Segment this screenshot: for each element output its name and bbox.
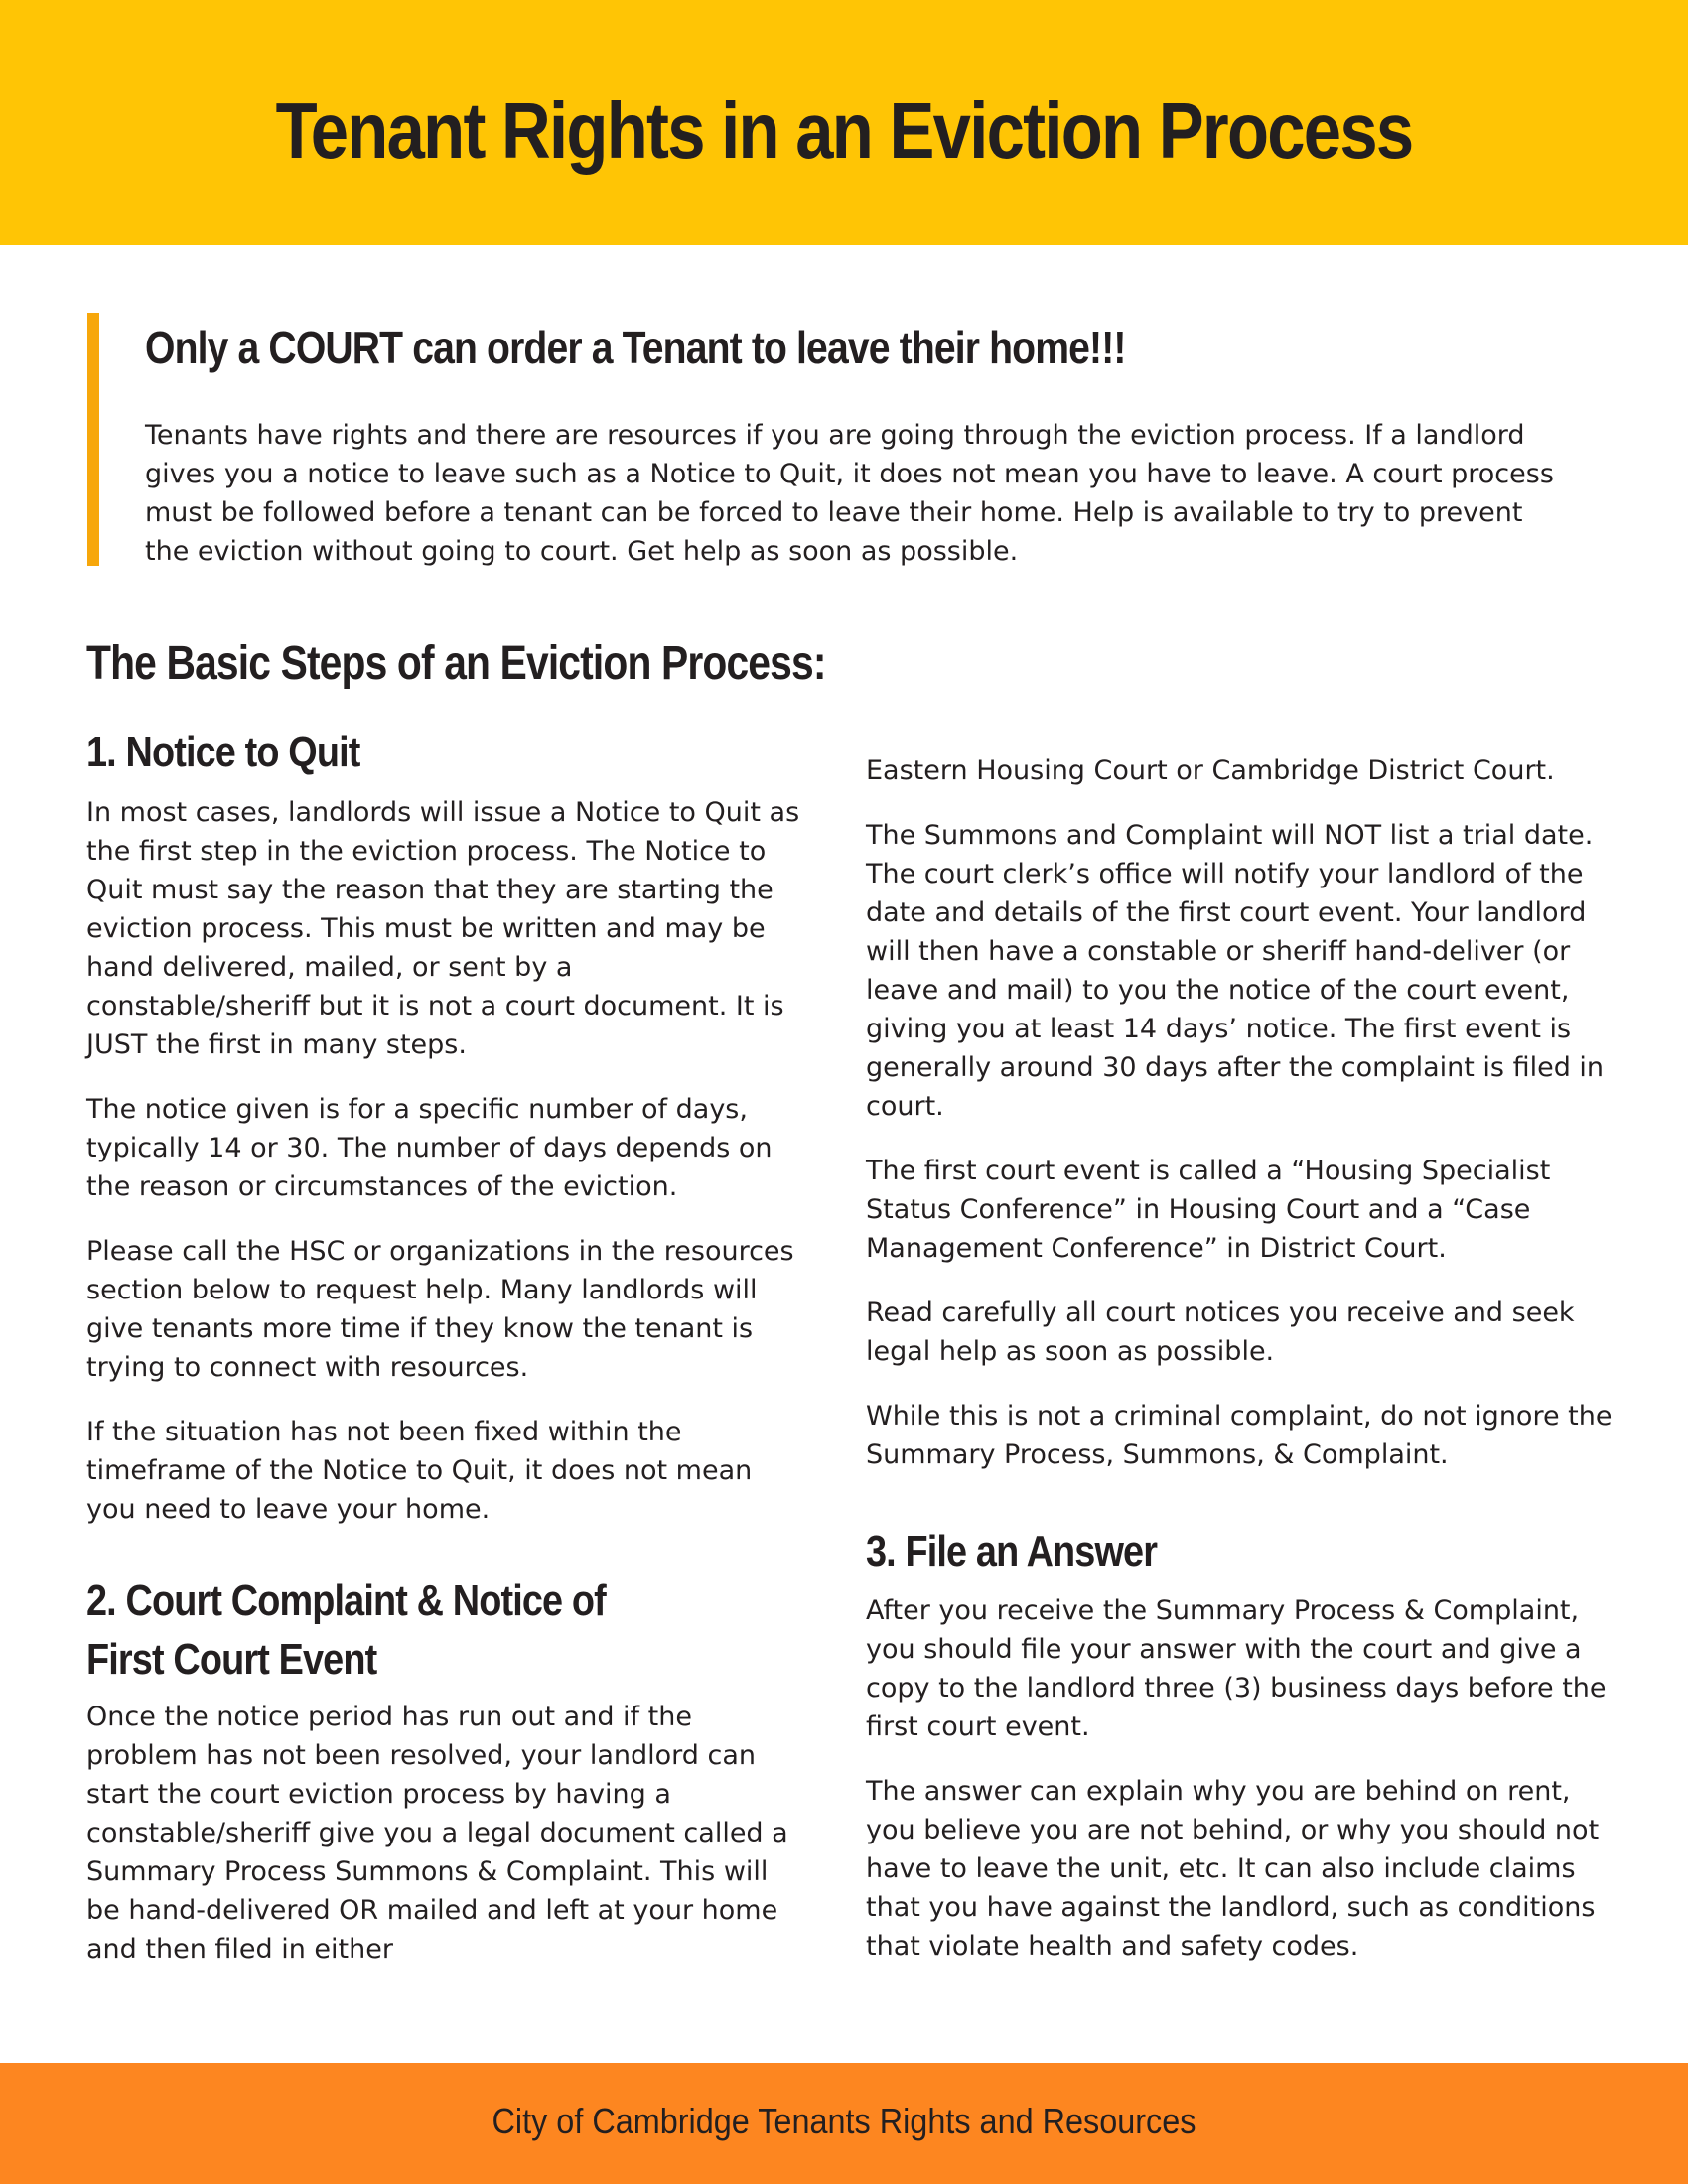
step-2-paragraph: Once the notice period has run out and if the problem has not been resolved, your landlord can start the court eviction process by having a constable/sheriff give you a legal document called a Summary Process Summons & Complaint. This will be hand-delivered OR mailed and left at your home and then filed in either	[86, 1702, 788, 1965]
step-2-paragraph: While this is not a criminal complaint, do not ignore the Summary Process, Summons, & Complaint.	[866, 1401, 1613, 1470]
step-2-body	[86, 1698, 796, 1994]
step-3-body	[866, 1591, 1620, 1991]
step-2-paragraph: Eastern Housing Court or Cambridge District Court.	[866, 755, 1555, 786]
step-1-paragraph: If the situation has not been fixed within the timeframe of the Notice to Quit, it does not mean you need to leave your home.	[86, 1417, 753, 1525]
callout-title: Only a COURT can order a Tenant to leave their home!!!	[145, 322, 1126, 373]
steps-heading: The Basic Steps of an Eviction Process:	[86, 637, 826, 690]
step-2-title-line-1: 2. Court Complaint & Notice of	[86, 1576, 606, 1625]
step-1-paragraph: Please call the HSC or organizations in the resources section below to request help. Many landlords will give tenants more time if they know the tenant is trying to connect with resources.	[86, 1236, 794, 1383]
step-3-title: 3. File an Answer	[866, 1527, 1158, 1575]
step-2-title-line-2: First Court Event	[86, 1635, 377, 1684]
step-3-paragraph: The answer can explain why you are behind on rent, you believe you are not behind, or why you should not have to leave the unit, etc. It can also include claims that you have against the landlord, such as conditions that violate health and safety codes.	[866, 1776, 1600, 1962]
step-2-paragraph: The first court event is called a “Housing Specialist Status Conference” in Housing Court and a “Case Management Conference” in District Court.	[866, 1156, 1551, 1264]
callout-body: Tenants have rights and there are resources if you are going through the eviction process. If a landlord gives you a notice to leave such as a Notice to Quit, it does not mean you have to leave. A court process must be followed before a tenant can be forced to leave their home. Help is available to try to prevent the eviction without going to court. Get help as soon as possible.	[145, 420, 1554, 567]
callout-accent-bar	[87, 313, 99, 566]
page-title: Tenant Rights in an Eviction Process	[275, 86, 1413, 175]
step-2-paragraph: The Summons and Complaint will NOT list a trial date. The court clerk’s office will notify your landlord of the date and details of the first court event. Your landlord will then have a constable or sheriff hand-deliver (or leave and mail) to you the notice of the court event, giving you at least 14 days’ notice. The first event is generally around 30 days after the complaint is filed in court.	[866, 820, 1605, 1122]
step-2-continued-body	[866, 751, 1620, 1500]
step-1-title: 1. Notice to Quit	[86, 728, 360, 776]
step-2-paragraph: Read carefully all court notices you receive and seek legal help as soon as possible.	[866, 1297, 1575, 1367]
step-1-paragraph: The notice given is for a specific number of days, typically 14 or 30. The number of days depends on the reason or circumstances of the eviction.	[86, 1094, 773, 1202]
step-1-paragraph: In most cases, landlords will issue a Notice to Quit as the first step in the eviction process. The Notice to Quit must say the reason that they are starting the eviction process. This must be written and may be hand delivered, mailed, or sent by a constable/sheriff but it is not a court document. It is JUST the first in many steps.	[86, 797, 800, 1060]
step-1-body	[86, 793, 801, 1555]
step-3-paragraph: After you receive the Summary Process & Complaint, you should file your answer with the court and give a copy to the landlord three (3) business days before the first court event.	[866, 1595, 1607, 1742]
footer-text: City of Cambridge Tenants Rights and Resources	[492, 2101, 1196, 2141]
